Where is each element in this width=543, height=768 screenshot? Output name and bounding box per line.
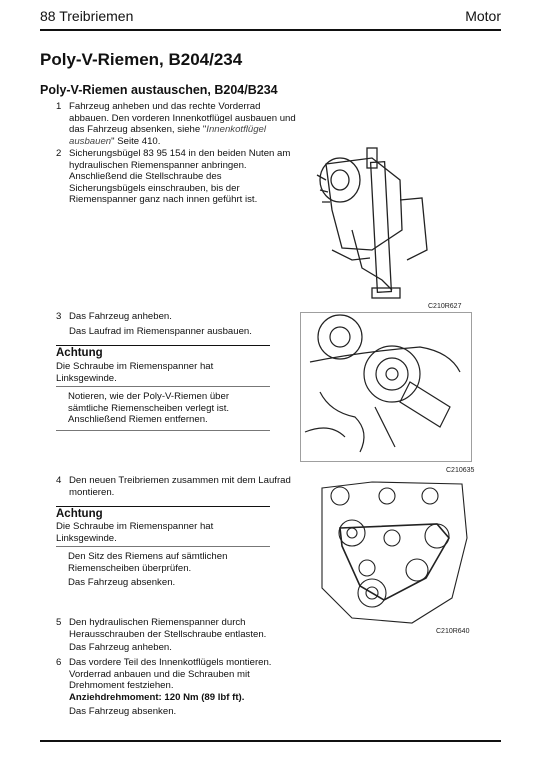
step-3 [56, 311, 296, 323]
header-rule [40, 29, 501, 31]
step-text-part: " Seite 410. [111, 135, 161, 147]
page-title: Poly-V-Riemen, B204/234 [40, 50, 243, 69]
step-number: 5 [56, 617, 62, 628]
cross-reference-link[interactable]: Innenkotflügel ausbauen [69, 124, 267, 147]
footer-rule [40, 740, 501, 742]
step-number: 6 [56, 657, 62, 668]
figure-caption: C210R640 [436, 628, 470, 635]
section-name: Motor [465, 8, 501, 24]
step-6 [56, 657, 296, 692]
warning-text: Die Schraube im Riemenspanner hat Linksgewinde. [56, 361, 214, 384]
step-3-subtext: Das Laufrad im Riemenspanner ausbauen. [69, 326, 252, 337]
section-subtitle: Poly-V-Riemen austauschen, B204/B234 [40, 83, 278, 97]
note-box [56, 546, 270, 593]
step-number: 3 [56, 311, 62, 322]
torque-spec: Anziehdrehmoment: 120 Nm (89 lbf ft). [69, 692, 245, 703]
step-number: 1 [56, 101, 62, 112]
step-1 [56, 101, 296, 147]
step-text: Das vordere Teil des Innenkotflügels montieren. Vorderrad anbauen und die Schrauben mit Drehmoment festziehen. [69, 657, 272, 692]
warning-heading: Achtung [56, 506, 270, 520]
step-5 [56, 617, 296, 640]
figure-remove-idler [300, 312, 472, 462]
note-text: Das Fahrzeug absenken. [68, 577, 176, 589]
step-text: Sicherungsbügel 83 95 154 in den beiden Nuten am hydraulischen Riemenspanner anbringen. Anschließend die Stellschraube des Sicherungsbügels einschrauben, bis der Riemenspanner ganz nach innen geführt ist. [69, 148, 291, 206]
step-number: 4 [56, 475, 62, 486]
warning-text: Die Schraube im Riemenspanner hat Linksgewinde. [56, 521, 214, 544]
step-5-subtext: Das Fahrzeug anheben. [69, 642, 172, 653]
step-text: Das Fahrzeug anheben. [69, 311, 172, 322]
page-header-title: 88 Treibriemen [40, 8, 134, 24]
step-text-part: Fahrzeug anheben und das rechte Vorderrad abbauen. Den vorderen Innenkotflügel ausbauen und das Fahrzeug absenken, siehe " [69, 101, 296, 136]
step-number: 2 [56, 148, 62, 159]
figure-caption: C210635 [446, 467, 475, 474]
step-4 [56, 475, 296, 498]
note-box: Notieren, wie der Poly-V-Riemen über sämtliche Riemenscheiben verlegt ist. Anschließend Riemen entfernen. [56, 386, 270, 431]
step-2 [56, 148, 296, 206]
step-6-subtext: Das Fahrzeug absenken. [69, 706, 177, 717]
step-text: Den hydraulischen Riemenspanner durch Herausschrauben der Stellschraube entlasten. [69, 617, 267, 640]
note-text: Den Sitz des Riemens auf sämtlichen Riemenscheiben überprüfen. [68, 551, 228, 574]
step-text: Den neuen Treibriemen zusammen mit dem Laufrad montieren. [69, 475, 291, 498]
figure-belt-routing [312, 478, 472, 628]
figure-caption: C210R627 [428, 303, 462, 310]
warning-heading: Achtung [56, 345, 270, 359]
step-text [56, 101, 296, 147]
figure-tensioner-bracket [312, 140, 462, 310]
